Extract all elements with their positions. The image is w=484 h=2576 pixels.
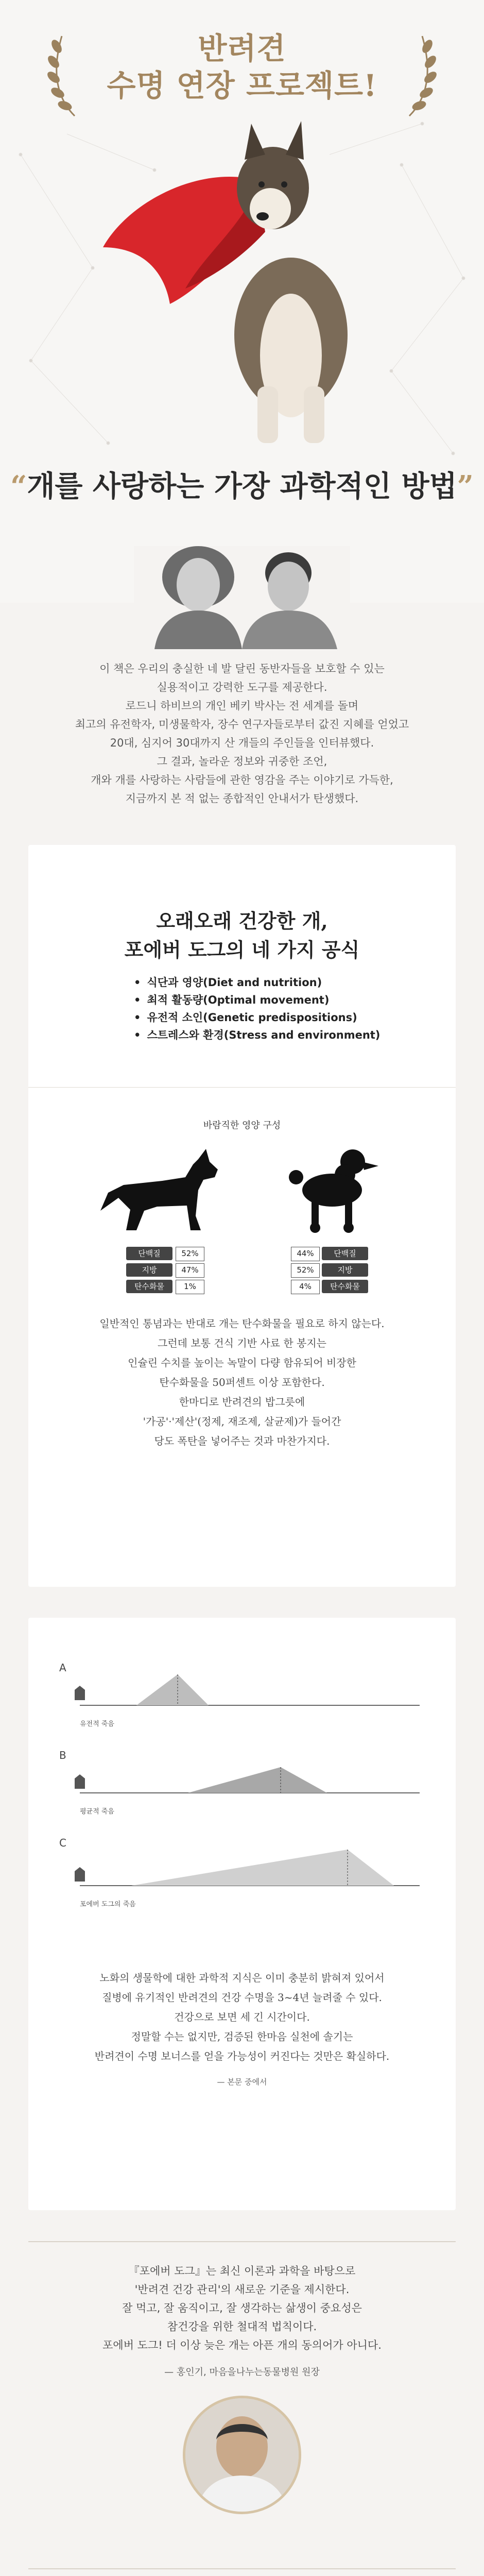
principle-item: • 유전적 소인(Genetic predispositions) (134, 1009, 380, 1026)
principle-item: • 식단과 영양(Diet and nutrition) (134, 974, 380, 991)
wolf-stat-protein (126, 1247, 203, 1260)
divider (28, 1087, 456, 1088)
intro-line: 최고의 유전학자, 미생물학자, 장수 연구자들로부터 값진 지혜를 얻었고 (75, 718, 409, 731)
testimonial-line: 포에버 도그! 더 이상 늦은 개는 아픈 개의 동의어가 아니다. (102, 2339, 382, 2351)
testimonial-line: '반려견 건강 관리'의 새로운 기준을 제시한다. (134, 2283, 350, 2296)
intro-paragraph (0, 659, 484, 808)
stat-label: 단백질 (126, 1247, 172, 1260)
principle-item: • 최적 활동량(Optimal movement) (134, 991, 380, 1009)
principles-title-line2: 포에버 도그의 네 가지 공식 (124, 938, 360, 961)
nutrition-line: 일반적인 통념과는 반대로 개는 탄수화물을 필요로 하지 않는다. (99, 1317, 385, 1330)
nutrition-line: 당도 폭탄을 넣어주는 것과 마찬가지다. (154, 1435, 330, 1447)
intro-line: 로드니 하비브의 개인 베키 박사는 전 세계를 돌며 (125, 700, 359, 712)
principle-item: • 스트레스와 환경(Stress and environment) (134, 1026, 380, 1044)
testimonial-line: 잘 먹고, 잘 움직이고, 잘 생각하는 삶생이 중요성은 (122, 2302, 362, 2314)
stat-value: 47% (176, 1263, 204, 1278)
stat-value: 1% (176, 1280, 204, 1294)
timeline-line: 노화의 생물학에 대한 과학적 지식은 이미 충분히 밝혀져 있어서 (99, 1972, 385, 1984)
nutrition-line: 그런데 보통 건식 기반 사료 한 봉지는 (158, 1337, 326, 1349)
timeline-row-letter: A (59, 1662, 66, 1674)
divider (28, 2241, 456, 2242)
divider (28, 2568, 456, 2569)
intro-line: 실용적이고 강력한 도구를 제공한다. (157, 681, 327, 693)
poodle-silhouette-icon (275, 1146, 389, 1234)
stat-label: 지방 (322, 1263, 368, 1277)
avatar (183, 2396, 301, 2514)
timeline-line: 정말할 수는 없지만, 검증된 한마음 실천에 솔기는 (131, 2030, 353, 2043)
stat-label: 탄수화물 (126, 1280, 172, 1293)
portrait-man-icon (185, 2398, 299, 2512)
timeline-text (28, 1968, 456, 2066)
nutrition-line: 인슐린 수치를 높이는 녹말이 다량 함유되어 비장한 (128, 1357, 356, 1369)
intro-line: 그 결과, 놀라운 정보와 귀중한 조언, (157, 755, 327, 768)
lifespan-timeline-diagram (59, 1643, 425, 1932)
poodle-stat-protein (291, 1247, 368, 1260)
timeline-row-caption: 유전적 죽음 (80, 1720, 114, 1728)
wolf-silhouette-icon (95, 1149, 219, 1231)
wolf-stat-fat (126, 1263, 203, 1277)
authors-photo (134, 546, 350, 649)
intro-line: 이 책은 우리의 충실한 네 발 달린 동반자들을 보호할 수 있는 (99, 663, 385, 675)
timeline-line: 질병에 유기적인 반려견의 건강 수명을 3~4년 늘려줄 수 있다. (102, 1991, 382, 2004)
testimonial-line: 『포에버 도그』는 최신 이론과 과학을 바탕으로 (128, 2265, 356, 2277)
nutrition-line: '가공'·'제산'(정제, 재조제, 살균제)가 들어간 (143, 1415, 341, 1428)
timeline-row-caption: 평균적 죽음 (80, 1808, 114, 1816)
timeline-row-letter: B (59, 1749, 66, 1761)
testimonial-1 (0, 2262, 484, 2354)
principles-title (28, 907, 456, 964)
wolf-stat-carb (126, 1280, 203, 1293)
testimonial-1-byline: — 홍인기, 마음을나누는동물병원 원장 (164, 2367, 320, 2378)
intro-line: 20대, 심지어 30대까지 산 개들의 주인들을 인터뷰했다. (110, 737, 374, 749)
timeline-card (28, 1618, 456, 2210)
hero-title-line1: 반려견 (198, 31, 286, 66)
stat-label: 지방 (126, 1263, 172, 1277)
hero-title-line2: 수명 연장 프로젝트! (107, 68, 377, 103)
stat-label: 단백질 (322, 1247, 368, 1260)
poodle-stat-fat (291, 1263, 368, 1277)
nutrition-line: 탄수화물을 50퍼센트 이상 포함한다. (159, 1376, 325, 1388)
stat-value: 52% (176, 1247, 204, 1261)
stat-value: 52% (291, 1263, 320, 1278)
poodle-stat-carb (291, 1280, 368, 1293)
stat-value: 4% (291, 1280, 320, 1294)
principles-title-line1: 오래오래 건강한 개, (156, 909, 328, 933)
principles-card (28, 845, 456, 1587)
hero-title (0, 30, 484, 104)
timeline-source: — 본문 중에서 (217, 2077, 267, 2087)
intro-line: 개와 개를 사랑하는 사람들에 관한 영감을 주는 이야기로 가득한, (91, 774, 393, 786)
stat-label: 탄수화물 (322, 1280, 368, 1293)
nutrition-title: 바람직한 영양 구성 (203, 1120, 281, 1131)
hero-quote: “개를 사랑하는 가장 과학적인 방법” (10, 469, 474, 503)
timeline-line: 반려견이 수명 보너스를 얻을 가능성이 커진다는 것만은 확실하다. (94, 2050, 390, 2062)
hero-section (0, 0, 484, 603)
timeline-row-caption: 포에버 도그의 죽음 (80, 1901, 136, 1908)
timeline-line: 건강으로 보면 세 긴 시간이다. (174, 2011, 310, 2023)
principles-list (134, 974, 380, 1044)
hero-dog-illustration (88, 118, 396, 448)
hero-quote-text: 개를 사랑하는 가장 과학적인 방법 (27, 469, 457, 503)
stat-value: 44% (291, 1247, 320, 1261)
nutrition-text (28, 1314, 456, 1451)
timeline-row-letter: C (59, 1837, 66, 1849)
testimonial-line: 참건강을 위한 철대적 법칙이다. (167, 2320, 317, 2333)
intro-line: 지금까지 본 적 없는 종합적인 안내서가 탄생했다. (125, 792, 359, 805)
nutrition-line: 한마디로 반려견의 밥그릇에 (179, 1396, 305, 1408)
